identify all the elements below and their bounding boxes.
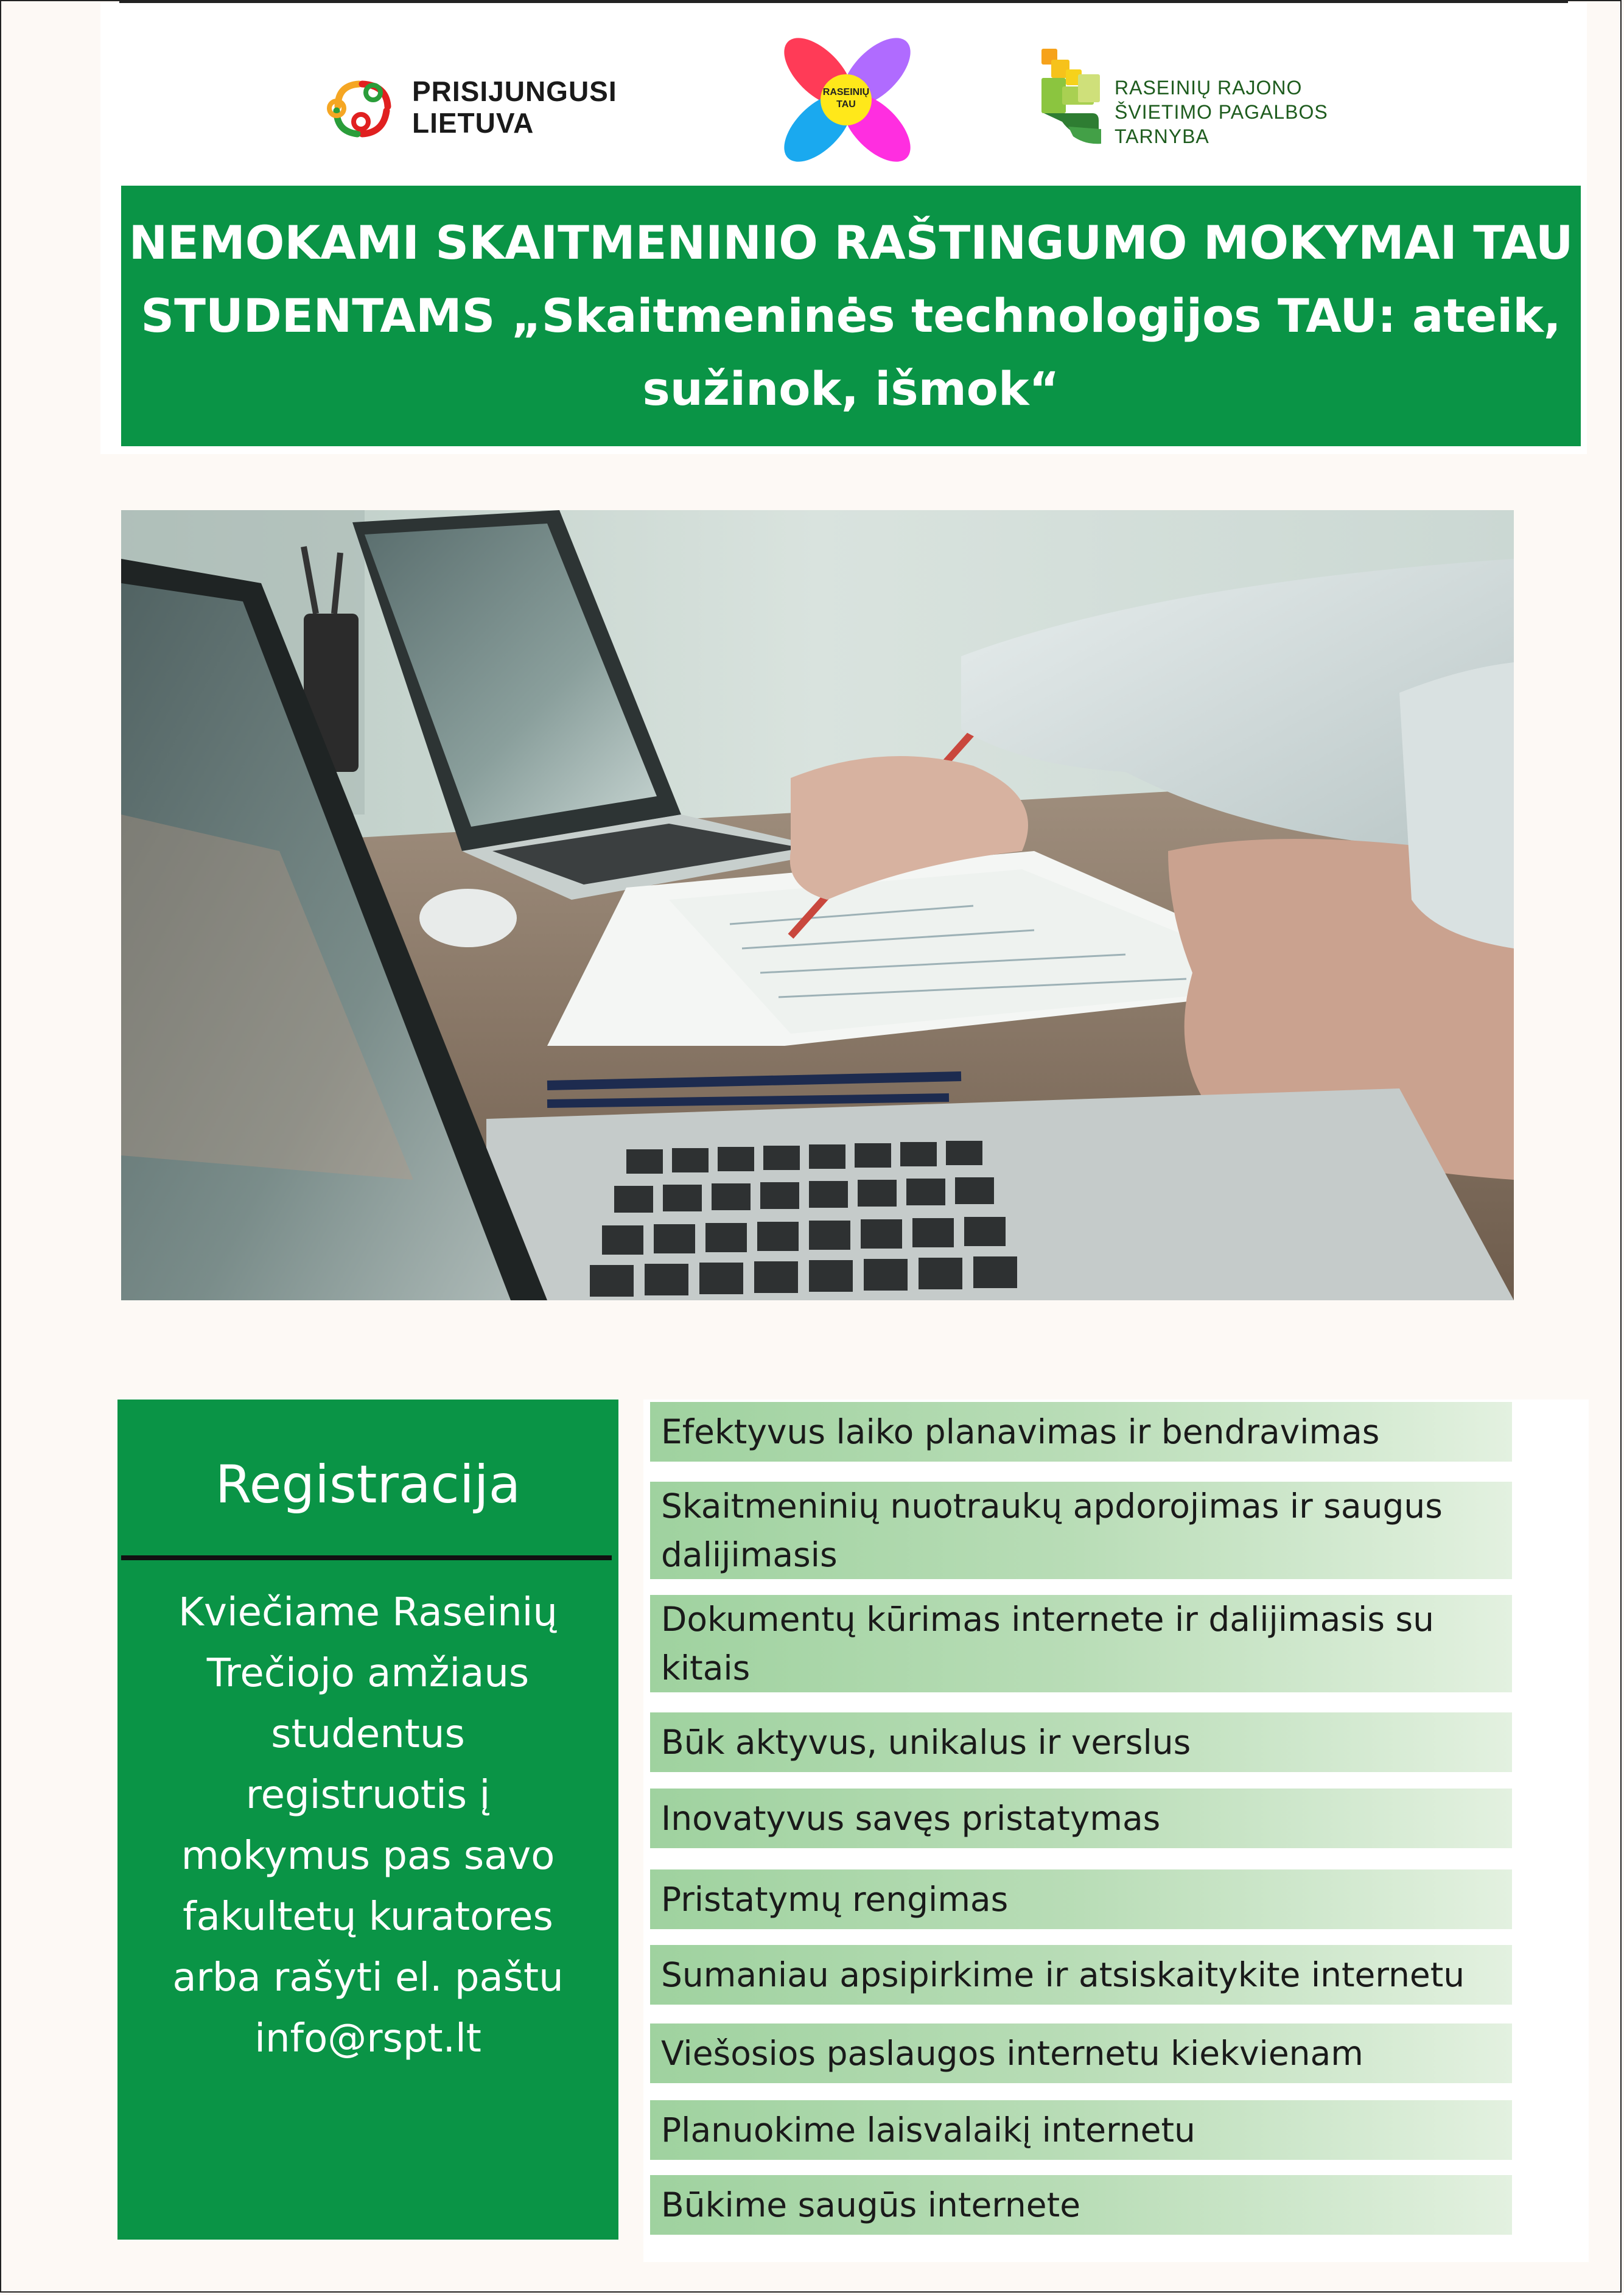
- logo-text-line: RASEINIŲ RAJONO: [1115, 77, 1303, 99]
- title-line: STUDENTAMS „Skaitmeninės technologijos TAU: ateik,: [141, 289, 1561, 343]
- header-top-rule: [119, 1, 1568, 3]
- raseiniu-tau-logo: [780, 35, 914, 164]
- topic-text: Būkime saugūs internete: [661, 2185, 1081, 2224]
- rspt-emblem: [1038, 47, 1111, 157]
- laptops-workspace-photo: [121, 510, 1514, 1300]
- topic-text: Inovatyvus savęs pristatymas: [661, 1799, 1161, 1838]
- topic-item: [650, 2175, 1512, 2235]
- topic-text: Efektyvus laiko planavimas ir bendravimas: [661, 1412, 1380, 1451]
- topic-item: [650, 2023, 1512, 2083]
- topic-text: dalijimasis: [661, 1535, 838, 1574]
- rspt-wordmark: [1115, 75, 1328, 149]
- registration-line: Trečiojo amžiaus: [206, 1651, 530, 1696]
- logo-text-line: PRISIJUNGUSI: [412, 75, 617, 107]
- title-line: sužinok, išmok“: [642, 362, 1060, 416]
- prisijungusi-lietuva-wordmark: [412, 75, 617, 139]
- registration-line: studentus: [271, 1712, 465, 1757]
- topic-text: kitais: [661, 1649, 751, 1687]
- topic-text: Viešosios paslaugos internetu kiekvienam: [661, 2034, 1363, 2073]
- photo-illustration: [121, 510, 1514, 1300]
- registration-line: fakultetų kuratores: [183, 1894, 553, 1939]
- logo-text-line: TARNYBA: [1115, 125, 1209, 147]
- registration-line: Kviečiame Raseinių: [178, 1590, 558, 1635]
- registration-line: registruotis į: [245, 1773, 491, 1818]
- title-line: NEMOKAMI SKAITMENINIO RAŠTINGUMO MOKYMAI TAU: [128, 215, 1573, 270]
- registration-divider: [121, 1555, 612, 1560]
- registration-title: Registracija: [215, 1454, 521, 1515]
- topic-item: [650, 1402, 1512, 1462]
- topic-item: [650, 1595, 1512, 1692]
- topic-text: Pristatymų rengimas: [661, 1880, 1009, 1919]
- topic-text: Skaitmeninių nuotraukų apdorojimas ir saugus: [661, 1487, 1443, 1526]
- topic-text: Dokumentų kūrimas internete ir dalijimasis su: [661, 1600, 1434, 1639]
- rspt-logo: [1038, 47, 1354, 157]
- topic-text: Planuokime laisvalaikį internetu: [661, 2111, 1195, 2150]
- topic-item: [650, 1789, 1512, 1848]
- logo-text-line: RASEINIŲ: [822, 87, 870, 97]
- topic-item: [650, 1712, 1512, 1772]
- registration-panel: [117, 1400, 618, 2240]
- prisijungusi-lietuva-emblem: [326, 73, 405, 140]
- logo-text-line: TAU: [836, 99, 856, 110]
- topic-item: [650, 2100, 1512, 2160]
- registration-line: arba rašyti el. paštu: [172, 1955, 564, 2000]
- topic-item: [650, 1482, 1512, 1579]
- topic-item: [650, 1945, 1512, 2005]
- topic-text: Sumaniau apsipirkime ir atsiskaitykite internetu: [661, 1955, 1465, 1994]
- registration-text: [130, 1582, 606, 2069]
- registration-email: info@rspt.lt: [254, 2016, 481, 2061]
- title-banner: [121, 186, 1581, 446]
- tau-center-label: [821, 74, 872, 125]
- topic-item: [650, 1869, 1512, 1929]
- logo-text-line: LIETUVA: [412, 107, 534, 139]
- registration-line: mokymus pas savo: [181, 1834, 555, 1879]
- topic-text: Būk aktyvus, unikalus ir verslus: [661, 1723, 1191, 1762]
- logo-text-line: ŠVIETIMO PAGALBOS: [1115, 101, 1328, 123]
- prisijungusi-lietuva-logo: [326, 73, 642, 140]
